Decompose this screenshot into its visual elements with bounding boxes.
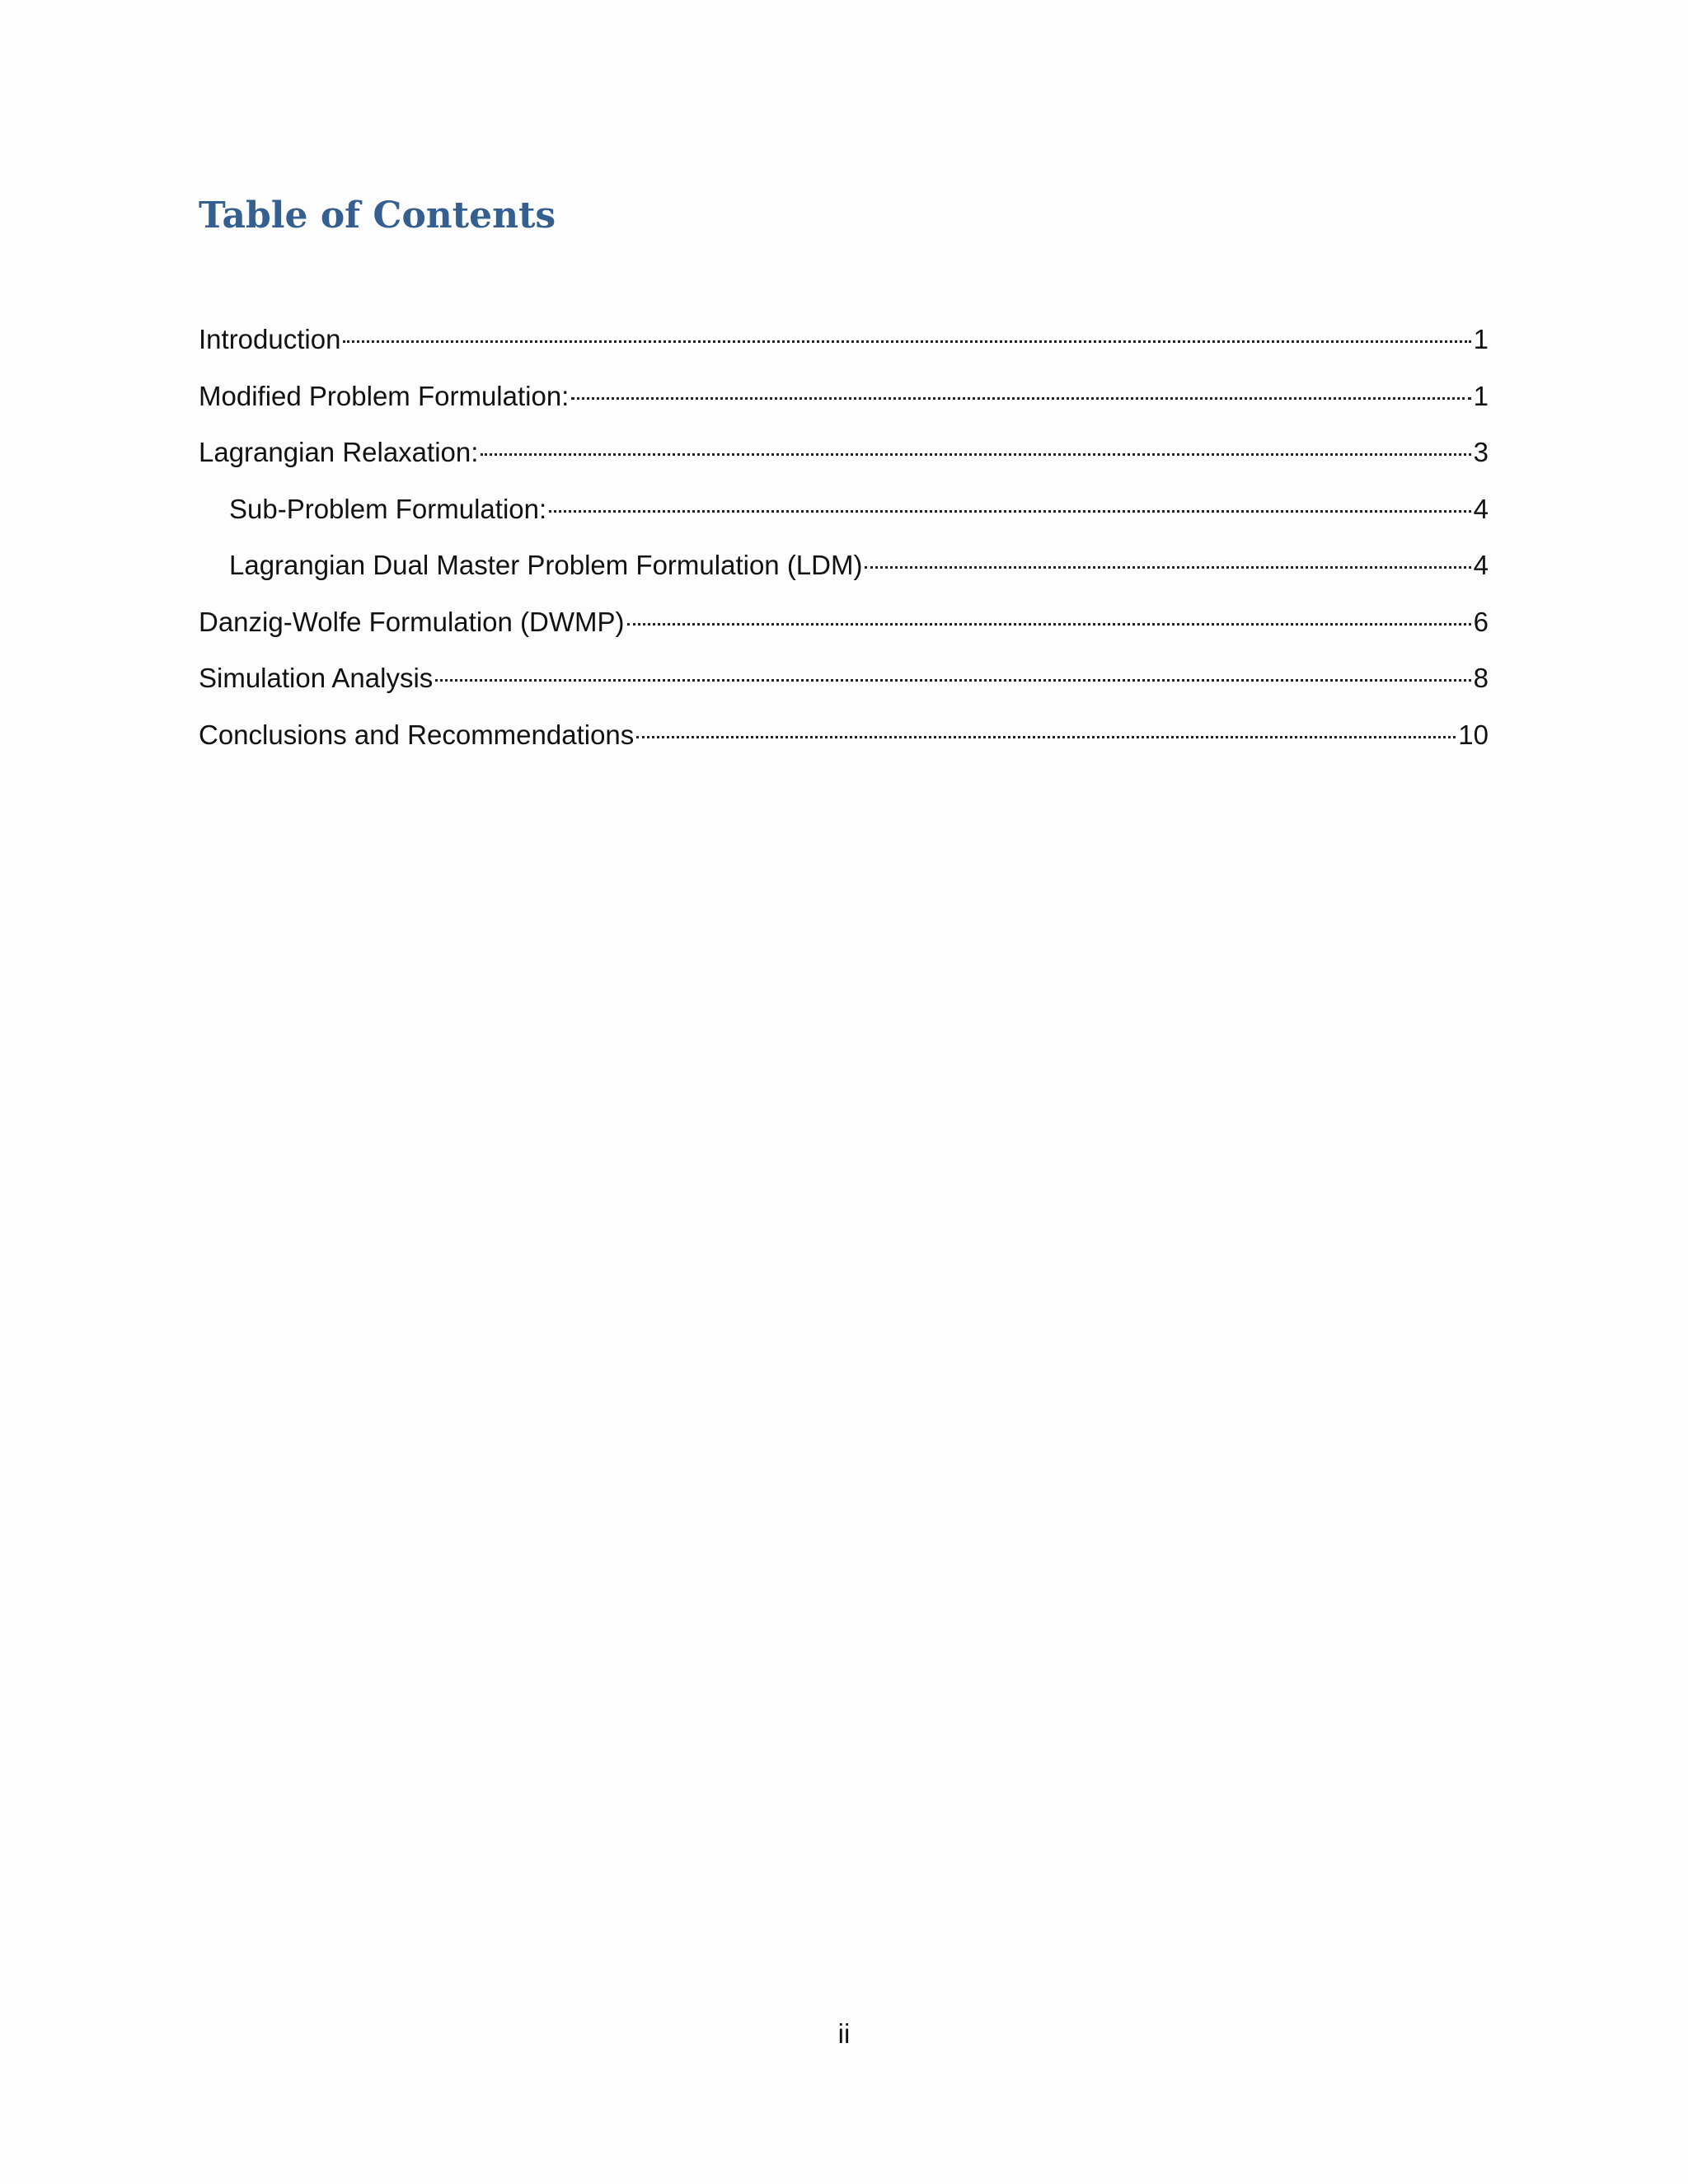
toc-dot-leader <box>571 397 1470 400</box>
toc-dot-leader <box>549 510 1470 513</box>
toc-entry-sub-problem-formulation[interactable] <box>199 485 1489 541</box>
toc-entry-label: Introduction <box>199 324 341 354</box>
toc-entry-page: 3 <box>1473 437 1489 467</box>
toc-entry-page: 4 <box>1473 493 1489 524</box>
toc-entry-label: Lagrangian Dual Master Problem Formulation (LDM) <box>229 550 863 580</box>
toc-entry-lagrangian-dual-master[interactable] <box>199 541 1489 598</box>
toc-entry-page: 1 <box>1473 380 1489 411</box>
toc-dot-leader <box>636 736 1456 738</box>
toc-entry-page: 4 <box>1473 550 1489 580</box>
toc-entry-label: Danzig-Wolfe Formulation (DWMP) <box>199 606 625 637</box>
toc-entry-label: Simulation Analysis <box>199 663 434 693</box>
toc-entry-introduction[interactable] <box>199 315 1489 372</box>
toc-entry-label: Modified Problem Formulation: <box>199 380 570 411</box>
toc-dot-leader <box>435 679 1470 682</box>
toc-entry-danzig-wolfe-formulation[interactable] <box>199 598 1489 654</box>
toc-entry-label: Lagrangian Relaxation: <box>199 437 479 467</box>
toc-entry-modified-problem-formulation[interactable] <box>199 372 1489 429</box>
toc-entry-label: Sub-Problem Formulation: <box>229 493 547 524</box>
toc-dot-leader <box>343 340 1470 343</box>
toc-dot-leader <box>865 566 1470 569</box>
page-number: ii <box>837 2018 851 2049</box>
toc-entry-lagrangian-relaxation[interactable] <box>199 428 1489 485</box>
toc-list <box>199 315 1489 766</box>
toc-entry-simulation-analysis[interactable] <box>199 654 1489 710</box>
toc-entry-page: 6 <box>1473 606 1489 637</box>
toc-title: Table of Contents <box>199 194 556 237</box>
toc-entry-page: 1 <box>1473 324 1489 354</box>
toc-entry-label: Conclusions and Recommendations <box>199 719 635 750</box>
toc-entry-page: 10 <box>1458 719 1489 750</box>
toc-dot-leader <box>627 623 1471 626</box>
toc-entry-page: 8 <box>1473 663 1489 693</box>
toc-entry-conclusions[interactable] <box>199 710 1489 767</box>
toc-dot-leader <box>481 453 1470 456</box>
